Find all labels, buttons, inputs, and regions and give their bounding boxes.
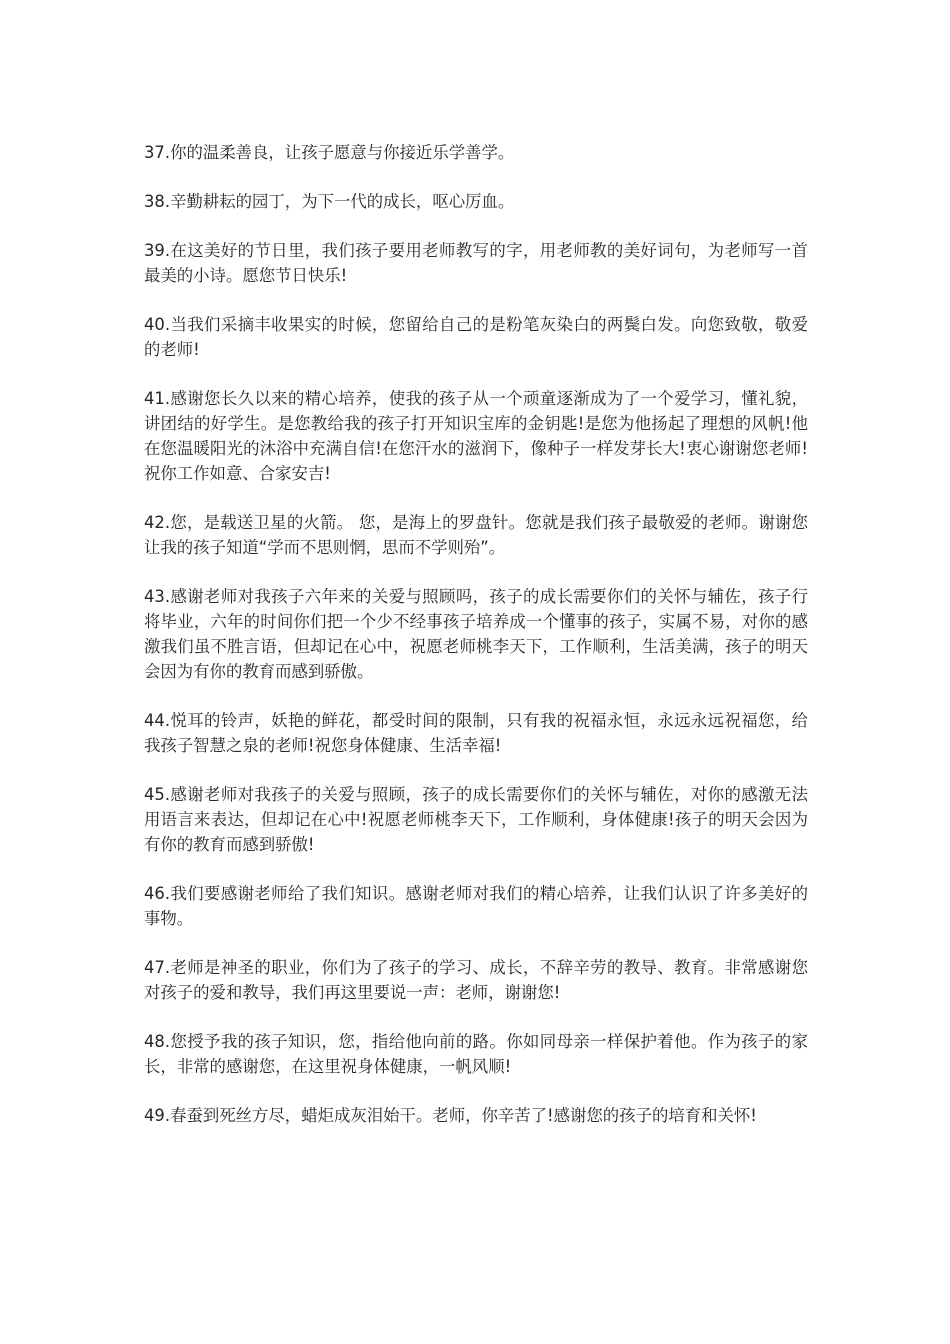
paragraph-39: 39.在这美好的节日里，我们孩子要用老师教写的字，用老师教的美好词句，为老师写一首最美的小诗。愿您节日快乐! (144, 241, 808, 285)
paragraph-47: 47.老师是神圣的职业，你们为了孩子的学习、成长，不辞辛劳的教导、教育。非常感谢您对孩子的爱和教导，我们再这里要说一声：老师，谢谢您! (144, 958, 808, 1002)
paragraph-37: 37.你的温柔善良，让孩子愿意与你接近乐学善学。 (144, 143, 515, 162)
paragraph-45: 45.感谢老师对我孩子的关爱与照顾，孩子的成长需要你们的关怀与辅佐，对你的感激无法用语言来表达，但却记在心中!祝愿老师桃李天下，工作顺利，身体健康!孩子的明天会因为有你的教育而感到骄傲! (144, 785, 808, 854)
paragraph-40: 40.当我们采摘丰收果实的时候，您留给自己的是粉笔灰染白的两鬓白发。向您致敬，敬爱的老师! (144, 315, 808, 359)
document-body (144, 140, 808, 1152)
paragraph-38: 38.辛勤耕耘的园丁，为下一代的成长，呕心厉血。 (144, 192, 515, 211)
paragraph-49: 49.春蚕到死丝方尽，蜡炬成灰泪始干。老师，你辛苦了!感谢您的孩子的培育和关怀! (144, 1106, 757, 1125)
paragraph-48: 48.您授予我的孩子知识，您，指给他向前的路。你如同母亲一样保护着他。作为孩子的家长，非常的感谢您，在这里祝身体健康，一帆风顺! (144, 1032, 808, 1076)
paragraph-43: 43.感谢老师对我孩子六年来的关爱与照顾吗，孩子的成长需要你们的关怀与辅佐，孩子行将毕业，六年的时间你们把一个少不经事孩子培养成一个懂事的孩子，实属不易，对你的感激我们虽不胜言语，但却记在心中，祝愿老师桃李天下，工作顺利，生活美满，孩子的明天会因为有你的教育而感到骄傲。 (144, 587, 808, 681)
paragraph-42: 42.您，是载送卫星的火箭。 您，是海上的罗盘针。您就是我们孩子最敬爱的老师。谢谢您让我的孩子知道“学而不思则惘，思而不学则殆”。 (144, 513, 808, 557)
paragraph-41: 41.感谢您长久以来的精心培养，使我的孩子从一个顽童逐渐成为了一个爱学习，懂礼貌，讲团结的好学生。是您教给我的孩子打开知识宝库的金钥匙!是您为他扬起了理想的风帆!他在您温暖阳光的沐浴中充满自信!在您汗水的滋润下，像种子一样发芽长大!衷心谢谢您老师!祝你工作如意、合家安吉! (144, 389, 808, 483)
paragraph-44: 44.悦耳的铃声，妖艳的鲜花，都受时间的限制，只有我的祝福永恒，永远永远祝福您，给我孩子智慧之泉的老师!祝您身体健康、生活幸福! (144, 711, 808, 755)
paragraph-46: 46.我们要感谢老师给了我们知识。感谢老师对我们的精心培养，让我们认识了许多美好的事物。 (144, 884, 808, 928)
